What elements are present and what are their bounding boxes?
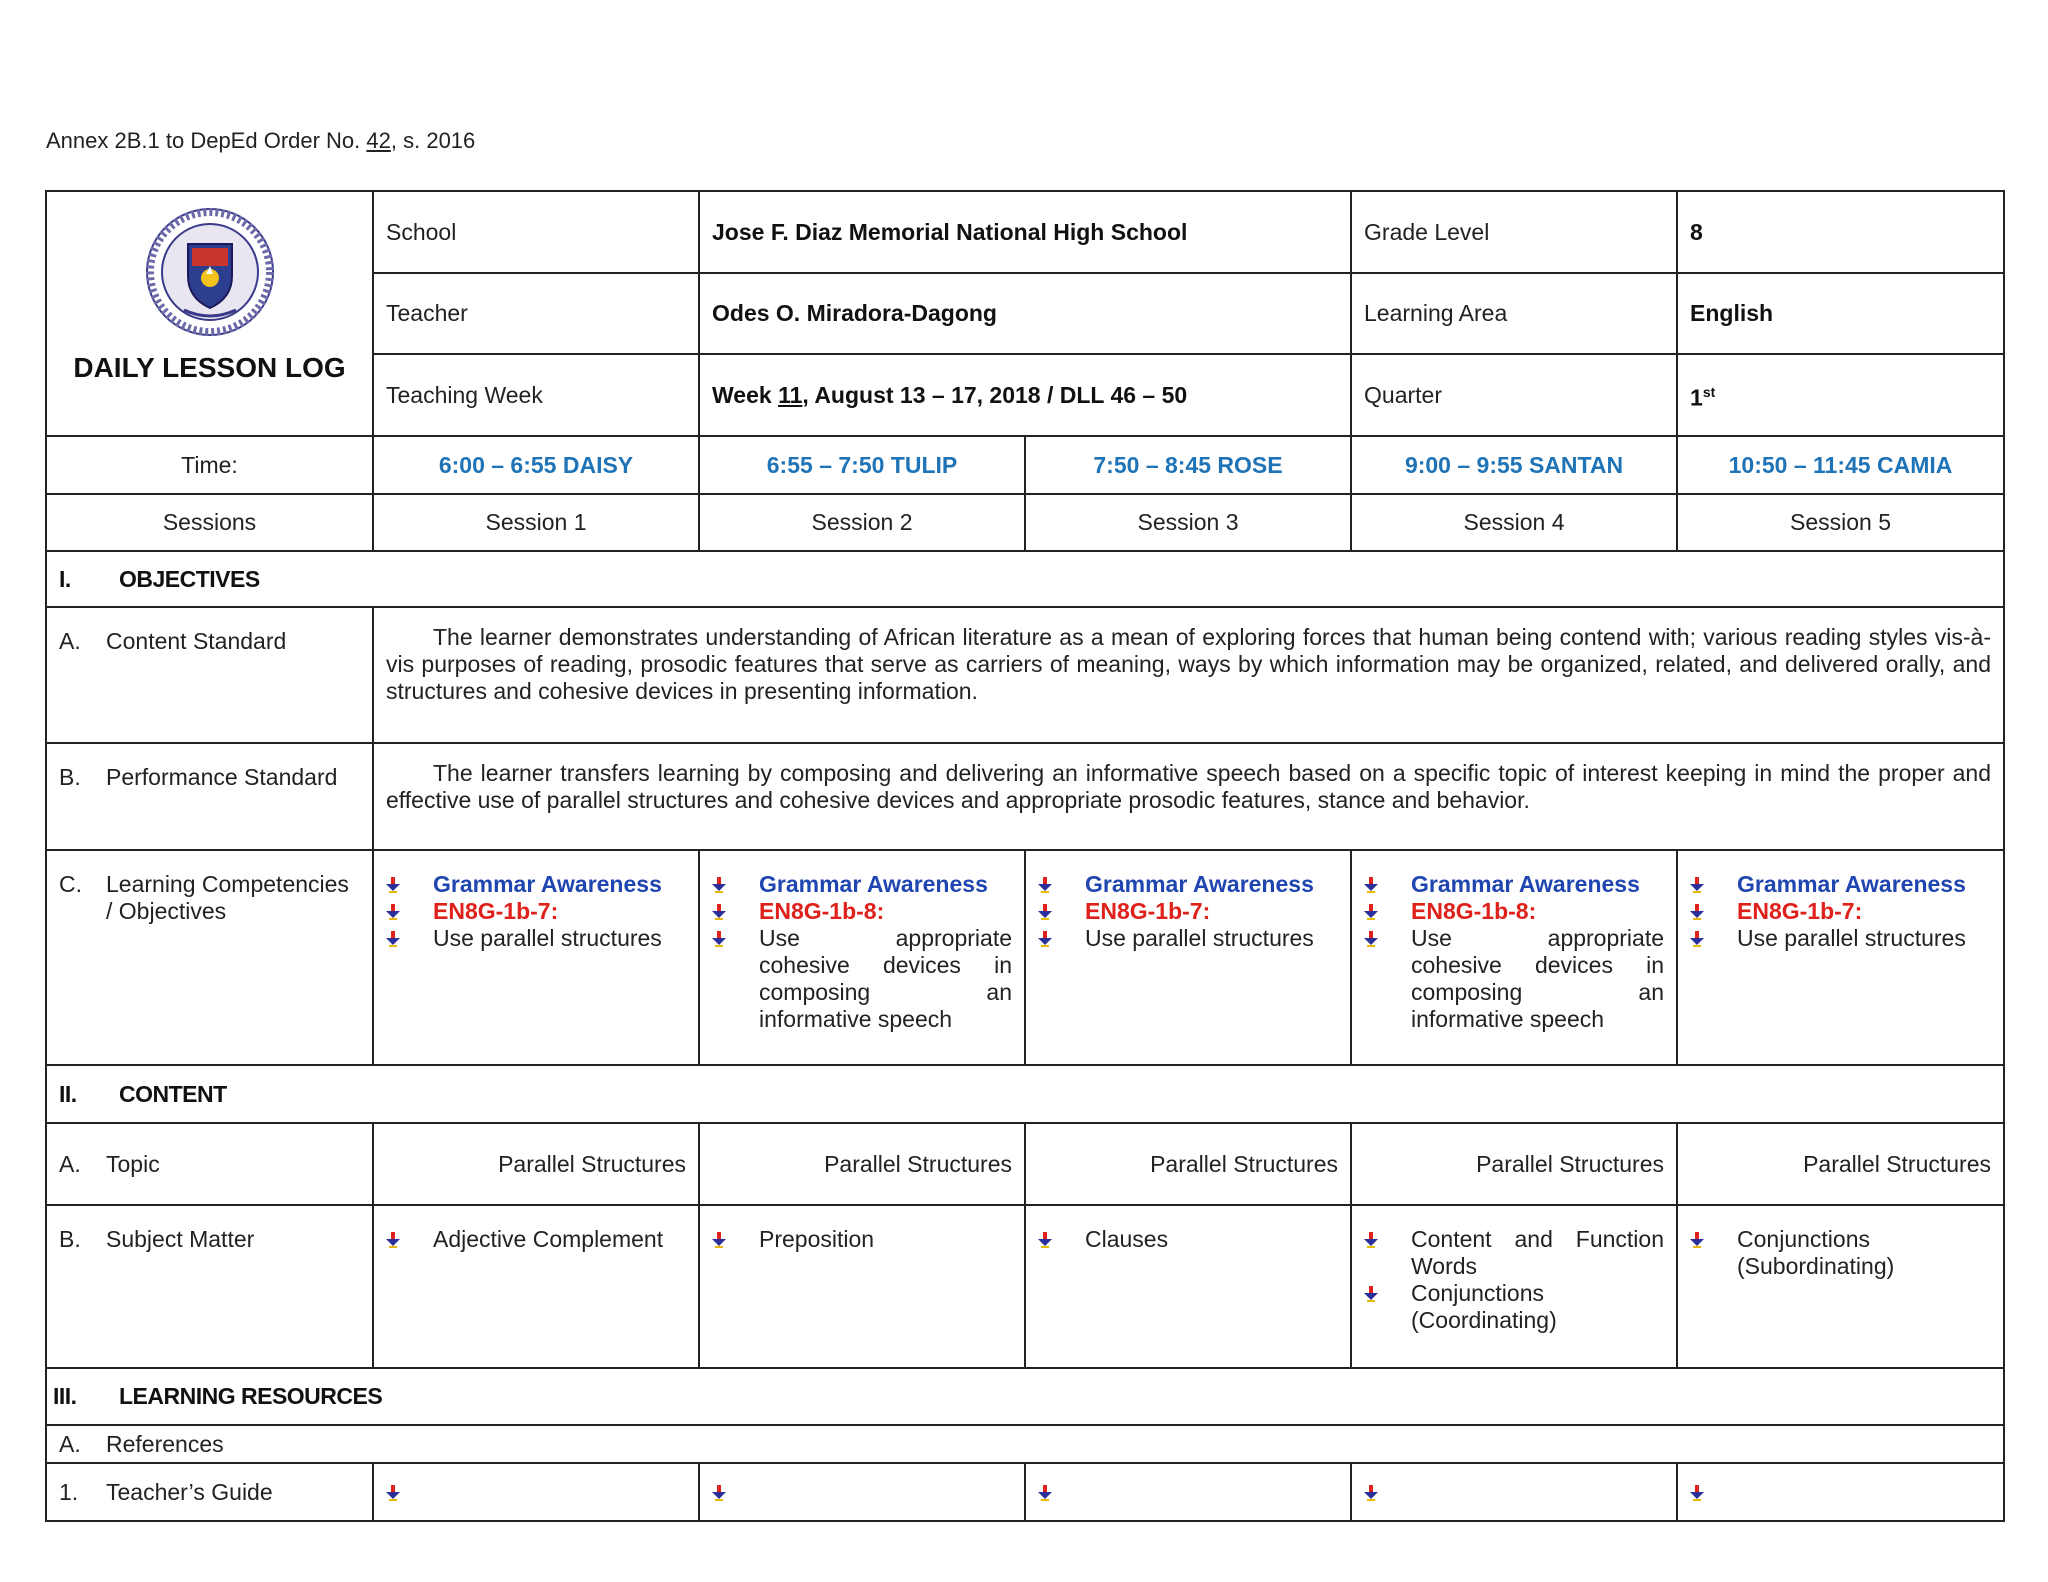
arrow-bullet-icon <box>386 1232 400 1248</box>
bullet-item <box>386 898 686 925</box>
session-header: Session 4 <box>1351 494 1677 551</box>
bullet-text: Use parallel structures <box>1085 925 1314 951</box>
content-section-row <box>46 1065 2004 1123</box>
sessions-row <box>46 494 2004 551</box>
bullet-text: Clauses <box>1085 1226 1169 1252</box>
arrow-bullet-icon <box>386 1485 400 1501</box>
bullet-item <box>712 1479 1012 1506</box>
bullet-item <box>1364 871 1664 898</box>
bullet-item <box>1690 871 1991 898</box>
topic-cell: Parallel Structures <box>1677 1123 2004 1205</box>
teacher-label: Teacher <box>373 273 699 354</box>
bullet-text: Conjunctions (Coordinating) <box>1411 1280 1557 1333</box>
grade-level-label: Grade Level <box>1351 191 1677 273</box>
resources-heading: III. LEARNING RESOURCES <box>46 1368 2004 1425</box>
arrow-bullet-icon <box>1364 904 1378 920</box>
resources-section-row <box>46 1368 2004 1425</box>
arrow-bullet-icon <box>386 877 400 893</box>
subject-cell <box>373 1205 699 1368</box>
bullet-text: EN8G-1b-8: <box>1411 898 1537 924</box>
competency-cell <box>373 850 699 1065</box>
bullet-item <box>1364 925 1664 1033</box>
bullet-item <box>712 1226 1012 1253</box>
subject-cell <box>1025 1205 1351 1368</box>
guide-cell <box>373 1463 699 1521</box>
subject-cell <box>1351 1205 1677 1368</box>
bullet-item <box>1038 898 1338 925</box>
arrow-bullet-icon <box>1038 1232 1052 1248</box>
content-standard-label: A. Content Standard <box>46 607 373 743</box>
bullet-text: Adjective Complement <box>433 1226 664 1252</box>
references-row <box>46 1425 2004 1463</box>
bullet-text: EN8G-1b-7: <box>1085 898 1211 924</box>
arrow-bullet-icon <box>1038 1485 1052 1501</box>
arrow-bullet-icon <box>1690 931 1704 947</box>
arrow-bullet-icon <box>1364 931 1378 947</box>
bullet-item <box>1364 1226 1664 1280</box>
topic-cell: Parallel Structures <box>373 1123 699 1205</box>
teaching-week-label: Teaching Week <box>373 354 699 436</box>
arrow-bullet-icon <box>1364 877 1378 893</box>
topic-cell: Parallel Structures <box>1025 1123 1351 1205</box>
arrow-bullet-icon <box>1690 877 1704 893</box>
bullet-item <box>1690 1226 1991 1280</box>
bullet-text: Content and Function Words <box>1411 1226 1665 1279</box>
bullet-item <box>1690 925 1991 952</box>
subject-matter-row <box>46 1205 2004 1368</box>
session-header: Session 5 <box>1677 494 2004 551</box>
arrow-bullet-icon <box>1364 1286 1378 1302</box>
arrow-bullet-icon <box>1364 1485 1378 1501</box>
bullet-item <box>712 871 1012 898</box>
session-header: Session 1 <box>373 494 699 551</box>
bullet-item <box>1038 1479 1338 1506</box>
time-slot: 6:55 – 7:50 TULIP <box>699 436 1025 494</box>
competency-cell <box>699 850 1025 1065</box>
sessions-label: Sessions <box>46 494 373 551</box>
arrow-bullet-icon <box>712 1232 726 1248</box>
content-standard-text: The learner demonstrates understanding of African literature as a mean of exploring forces that human being contend with; various reading styles vis-à-vis purposes of reading, prosodic features that serve as carriers of meaning, ways by which information may be organized, related, and delivered orally, and structures and cohesive devices in presenting information. <box>373 607 2004 743</box>
quarter-label: Quarter <box>1351 354 1677 436</box>
teacher-value: Odes O. Miradora-Dagong <box>699 273 1351 354</box>
bullet-text: Use parallel structures <box>1737 925 1966 951</box>
arrow-bullet-icon <box>1038 931 1052 947</box>
bullet-text: EN8G-1b-7: <box>1737 898 1863 924</box>
arrow-bullet-icon <box>1364 1232 1378 1248</box>
arrow-bullet-icon <box>1690 904 1704 920</box>
bullet-text: Conjunctions (Subordinating) <box>1737 1226 1895 1279</box>
daily-lesson-log-table <box>45 190 2005 1522</box>
performance-standard-text: The learner transfers learning by composing and delivering an informative speech based on a specific topic of interest keeping in mind the proper and effective use of parallel structures and cohesive devices and appropriate prosodic features, stance and behavior. <box>373 743 2004 850</box>
competency-cell <box>1025 850 1351 1065</box>
competencies-label: C. Learning Competencies / Objectives <box>46 850 373 1065</box>
deped-seal-icon <box>144 206 276 338</box>
topic-cell: Parallel Structures <box>1351 1123 1677 1205</box>
teachers-guide-label: 1. Teacher’s Guide <box>46 1463 373 1521</box>
school-value: Jose F. Diaz Memorial National High School <box>699 191 1351 273</box>
teaching-week-value: Week 11, August 13 – 17, 2018 / DLL 46 – 50 <box>699 354 1351 436</box>
bullet-text: EN8G-1b-7: <box>433 898 559 924</box>
bullet-text: Preposition <box>759 1226 875 1252</box>
subject-cell <box>699 1205 1025 1368</box>
bullet-text: Grammar Awareness <box>1737 871 1966 897</box>
arrow-bullet-icon <box>1038 904 1052 920</box>
content-standard-row <box>46 607 2004 743</box>
arrow-bullet-icon <box>386 931 400 947</box>
guide-cell <box>1351 1463 1677 1521</box>
arrow-bullet-icon <box>712 931 726 947</box>
learning-area-value: English <box>1677 273 2004 354</box>
bullet-text: Grammar Awareness <box>759 871 988 897</box>
bullet-text: Use appropriate cohesive devices in composing an informative speech <box>759 925 1012 1032</box>
quarter-value: 1st <box>1677 354 2004 436</box>
school-row <box>46 191 2004 273</box>
bullet-item <box>1038 1226 1338 1253</box>
document-title: DAILY LESSON LOG <box>73 352 346 383</box>
bullet-text: EN8G-1b-8: <box>759 898 885 924</box>
topic-label: A. Topic <box>46 1123 373 1205</box>
bullet-item <box>1364 1479 1664 1506</box>
bullet-item <box>1690 898 1991 925</box>
content-heading: II. CONTENT <box>46 1065 2004 1123</box>
topic-row <box>46 1123 2004 1205</box>
bullet-item <box>1038 925 1338 952</box>
time-label: Time: <box>46 436 373 494</box>
bullet-text: Grammar Awareness <box>433 871 662 897</box>
references-label: A. References <box>46 1425 2004 1463</box>
bullet-item <box>1364 898 1664 925</box>
time-slot: 6:00 – 6:55 DAISY <box>373 436 699 494</box>
subject-cell <box>1677 1205 2004 1368</box>
arrow-bullet-icon <box>1690 1485 1704 1501</box>
time-slot: 10:50 – 11:45 CAMIA <box>1677 436 2004 494</box>
guide-cell <box>1677 1463 2004 1521</box>
bullet-item <box>386 925 686 952</box>
performance-standard-row <box>46 743 2004 850</box>
guide-cell <box>699 1463 1025 1521</box>
competency-cell <box>1351 850 1677 1065</box>
arrow-bullet-icon <box>712 877 726 893</box>
bullet-item <box>1690 1479 1991 1506</box>
school-label: School <box>373 191 699 273</box>
time-row <box>46 436 2004 494</box>
grade-level-value: 8 <box>1677 191 2004 273</box>
bullet-item <box>712 925 1012 1033</box>
objectives-heading: I. OBJECTIVES <box>46 551 2004 607</box>
arrow-bullet-icon <box>712 904 726 920</box>
competency-cell <box>1677 850 2004 1065</box>
bullet-item <box>1364 1280 1664 1334</box>
session-header: Session 2 <box>699 494 1025 551</box>
performance-standard-label: B. Performance Standard <box>46 743 373 850</box>
bullet-text: Use appropriate cohesive devices in composing an informative speech <box>1411 925 1665 1032</box>
bullet-item <box>1038 871 1338 898</box>
competencies-row <box>46 850 2004 1065</box>
bullet-text: Use parallel structures <box>433 925 662 951</box>
order-number: 42 <box>366 128 391 153</box>
bullet-text: Grammar Awareness <box>1085 871 1314 897</box>
annex-reference: Annex 2B.1 to DepEd Order No. 42, s. 2016 <box>46 128 476 153</box>
arrow-bullet-icon <box>386 904 400 920</box>
bullet-item <box>386 871 686 898</box>
time-slot: 7:50 – 8:45 ROSE <box>1025 436 1351 494</box>
session-header: Session 3 <box>1025 494 1351 551</box>
bullet-item <box>386 1226 686 1253</box>
arrow-bullet-icon <box>712 1485 726 1501</box>
topic-cell: Parallel Structures <box>699 1123 1025 1205</box>
subject-matter-label: B. Subject Matter <box>46 1205 373 1368</box>
time-slot: 9:00 – 9:55 SANTAN <box>1351 436 1677 494</box>
arrow-bullet-icon <box>1038 877 1052 893</box>
bullet-item <box>712 898 1012 925</box>
learning-area-label: Learning Area <box>1351 273 1677 354</box>
guide-cell <box>1025 1463 1351 1521</box>
teachers-guide-row <box>46 1463 2004 1521</box>
bullet-text: Grammar Awareness <box>1411 871 1640 897</box>
bullet-item <box>386 1479 686 1506</box>
objectives-section-row <box>46 551 2004 607</box>
arrow-bullet-icon <box>1690 1232 1704 1248</box>
logo-cell <box>46 191 373 436</box>
